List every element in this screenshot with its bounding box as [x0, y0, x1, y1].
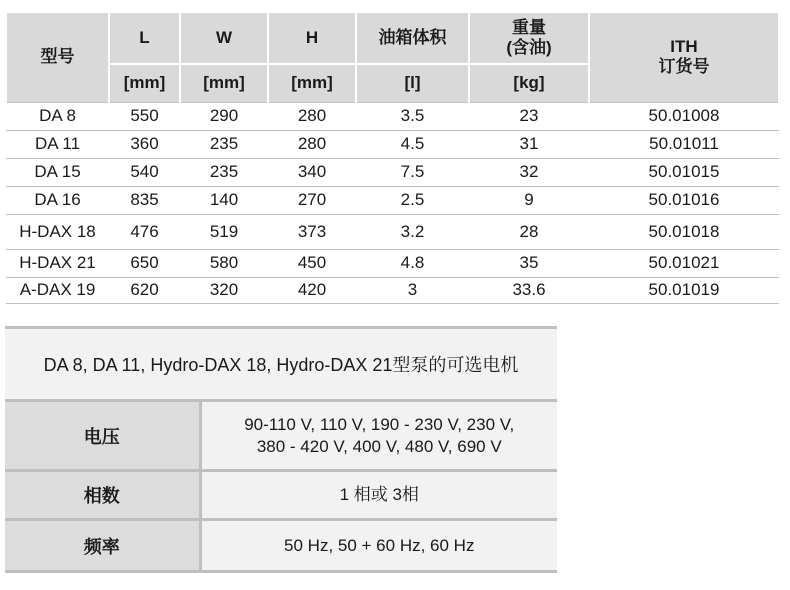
cell-order-number: 50.01018 — [589, 214, 779, 249]
cell-l: 650 — [109, 249, 180, 277]
motor-options-table — [5, 326, 557, 573]
motor-caption: DA 8, DA 11, Hydro-DAX 18, Hydro-DAX 21型泵的可选电机 — [5, 328, 557, 401]
unit-weight: [kg] — [469, 64, 589, 102]
cell-weight: 33.6 — [469, 277, 589, 303]
unit-l: [mm] — [109, 64, 180, 102]
table-row — [6, 249, 779, 277]
cell-w: 580 — [180, 249, 268, 277]
cell-h: 420 — [268, 277, 356, 303]
cell-w: 140 — [180, 186, 268, 214]
cell-order-number: 50.01011 — [589, 130, 779, 158]
header-weight-line1: 重量 — [512, 18, 546, 37]
frequency-row — [5, 520, 557, 572]
voltage-value — [200, 401, 557, 471]
cell-weight: 28 — [469, 214, 589, 249]
cell-order-number: 50.01016 — [589, 186, 779, 214]
cell-order-number: 50.01008 — [589, 102, 779, 130]
header-weight-line2: (含油) — [506, 38, 552, 57]
phases-label: 相数 — [5, 471, 200, 520]
cell-l: 360 — [109, 130, 180, 158]
frequency-value: 50 Hz, 50 + 60 Hz, 60 Hz — [200, 520, 557, 572]
cell-w: 235 — [180, 158, 268, 186]
cell-l: 540 — [109, 158, 180, 186]
cell-l: 835 — [109, 186, 180, 214]
cell-h: 280 — [268, 102, 356, 130]
cell-oil: 3.5 — [356, 102, 469, 130]
cell-l: 620 — [109, 277, 180, 303]
cell-oil: 4.8 — [356, 249, 469, 277]
header-ith-line1: ITH — [670, 37, 698, 57]
motor-caption-row — [5, 328, 557, 401]
header-oil-volume: 油箱体积 — [356, 13, 469, 64]
table-row — [6, 130, 779, 158]
cell-w: 320 — [180, 277, 268, 303]
voltage-line2: 380 - 420 V, 400 V, 480 V, 690 V — [256, 436, 502, 456]
cell-weight: 9 — [469, 186, 589, 214]
cell-model: H-DAX 18 — [6, 214, 109, 249]
cell-w: 235 — [180, 130, 268, 158]
unit-w: [mm] — [180, 64, 268, 102]
cell-model: H-DAX 21 — [6, 249, 109, 277]
cell-w: 519 — [180, 214, 268, 249]
cell-model: DA 15 — [6, 158, 109, 186]
cell-h: 450 — [268, 249, 356, 277]
frequency-label: 频率 — [5, 520, 200, 572]
header-h: H — [268, 13, 356, 64]
cell-weight: 31 — [469, 130, 589, 158]
voltage-line1: 90-110 V, 110 V, 190 - 230 V, 230 V, — [244, 414, 515, 434]
table-row — [6, 102, 779, 130]
cell-oil: 7.5 — [356, 158, 469, 186]
table-row — [6, 158, 779, 186]
table-row — [6, 186, 779, 214]
cell-order-number: 50.01015 — [589, 158, 779, 186]
table-row — [6, 277, 779, 303]
cell-oil: 4.5 — [356, 130, 469, 158]
cell-order-number: 50.01021 — [589, 249, 779, 277]
cell-h: 373 — [268, 214, 356, 249]
cell-model: DA 11 — [6, 130, 109, 158]
header-l: L — [109, 13, 180, 64]
phases-value: 1 相或 3相 — [200, 471, 557, 520]
cell-order-number: 50.01019 — [589, 277, 779, 303]
header-w: W — [180, 13, 268, 64]
cell-model: A-DAX 19 — [6, 277, 109, 303]
unit-h: [mm] — [268, 64, 356, 102]
header-model: 型号 — [6, 13, 109, 102]
cell-model: DA 16 — [6, 186, 109, 214]
header-ith-order — [589, 13, 779, 102]
voltage-row — [5, 401, 557, 471]
voltage-label: 电压 — [5, 401, 200, 471]
cell-oil: 2.5 — [356, 186, 469, 214]
cell-oil: 3 — [356, 277, 469, 303]
cell-weight: 23 — [469, 102, 589, 130]
spec-header-row — [6, 13, 779, 64]
table-row — [6, 214, 779, 249]
unit-oil-volume: [l] — [356, 64, 469, 102]
cell-h: 280 — [268, 130, 356, 158]
cell-l: 476 — [109, 214, 180, 249]
cell-w: 290 — [180, 102, 268, 130]
header-weight — [469, 13, 589, 64]
cell-h: 340 — [268, 158, 356, 186]
header-ith-line2: 订货号 — [658, 57, 710, 77]
cell-oil: 3.2 — [356, 214, 469, 249]
cell-weight: 35 — [469, 249, 589, 277]
cell-weight: 32 — [469, 158, 589, 186]
cell-model: DA 8 — [6, 102, 109, 130]
spec-table — [5, 13, 780, 304]
phases-row — [5, 471, 557, 520]
cell-l: 550 — [109, 102, 180, 130]
cell-h: 270 — [268, 186, 356, 214]
